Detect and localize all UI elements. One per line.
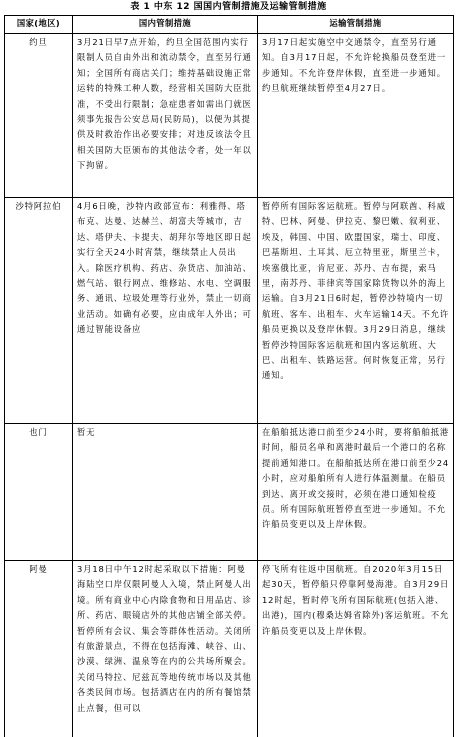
domestic-measures-cell: 3月18日中午12时起采取以下措施：阿曼海陆空口岸仅限阿曼人入境，禁止阿曼人出境。所有商业中心内除食物和日用品店、诊所、药店、眼镜店外的其他店铺全部关停。暂停所有会议、集会等群体性活动。关闭所有旅游景点，不得在包括海滩、峡谷、山、沙漠、绿洲、温泉等在内的公共场所聚会。关闭马特拉、尼兹瓦等地传统市场以及其他各类民间市场。包括酒店在内的所有餐馆禁止点餐，但可以 bbox=[73, 561, 258, 737]
header-domestic: 国内管制措施 bbox=[73, 16, 258, 34]
table-row bbox=[5, 561, 454, 737]
region-cell: 也门 bbox=[5, 424, 73, 561]
domestic-measures-cell: 3月21日早7点开始，约旦全国范围内实行限制人员自由外出和流动禁令，直至另行通知；全国所有商店关门；维持基础设施正常运转的特殊工种人数，经营相关国防大臣批准，不受出行限制；急症患者如需出门就医须事先报告公安总局(民防局)，以便为其提供及时救治作出必要安排；对违反该法令且相关国防大臣颁布的其他法令者，处一年以下拘留。 bbox=[73, 34, 258, 198]
transport-measures-cell: 3月17日起实施空中交通禁令，直至另行通知。自3月17日起，不允许轮换船员登至进一步通知。不允许登岸休假，直至进一步通知。约旦航班继续暂停至4月27日。 bbox=[258, 34, 454, 198]
domestic-measures-cell: 4月6日晚，沙特内政部宣布：利雅得、塔布克、达曼、达赫兰、胡富夫等城市，吉达、塔伊夫、卡提夫、胡拜尔等地区即日起实行全天24小时宵禁，继续禁止人员出入。除医疗机构、药店、杂货店、加油站、燃气站、银行网点、维修站、水电、空调服务、通讯、垃圾处理等行业外，禁止一切商业活动。如确有必要，应由成年人外出；可通过智能设备应 bbox=[73, 198, 258, 424]
table-caption: 表 1 中东 12 国国内管制措施及运输管制措施 bbox=[130, 2, 327, 12]
transport-measures-cell: 在船舶抵达港口前至少24小时，要将船舶抵港时间，船员名单和离港时最后一个港口的名称提前通知港口。在船舶抵达所在港口前至少24小时，应对船舶所有人进行体温测量。在船员到达、离开或交接时，必须在港口通知检疫员。所有国际航班暂停直至进一步通知。不允许船员变更以及上岸休假。 bbox=[258, 424, 454, 561]
region-cell: 沙特阿拉伯 bbox=[5, 198, 73, 424]
header-transport: 运输管制措施 bbox=[258, 16, 454, 34]
region-cell: 约旦 bbox=[5, 34, 73, 198]
transport-measures-cell: 暂停所有国际客运航班。暂停与阿联酋、科威特、巴林、阿曼、伊拉克、黎巴嫩、叙利亚、埃及，韩国、中国、欧盟国家，瑞士、印度、巴基斯坦、土耳其、厄立特里亚，斯里兰卡，埃塞俄比亚，肯尼亚、苏丹、吉布提，索马里，南苏丹、菲律宾等国家除货物以外的海上运输。自3月21日6时起，暂停沙特境内一切航班、客车、出租车、火车运输14天。不允许船员更换以及登岸休假。3月29日消息，继续暂停沙特国际客运航班和国内客运航班、大巴、出租车、铁路运营。何时恢复正常，另行通知。 bbox=[258, 198, 454, 424]
table-header-row bbox=[5, 16, 454, 34]
table-row bbox=[5, 198, 454, 424]
header-region: 国家(地区) bbox=[5, 16, 73, 34]
table-row bbox=[5, 424, 454, 561]
policy-table bbox=[4, 15, 454, 737]
table-row bbox=[5, 34, 454, 198]
domestic-measures-cell: 暂无 bbox=[73, 424, 258, 561]
region-cell: 阿曼 bbox=[5, 561, 73, 737]
transport-measures-cell: 停飞所有往返中国航班。自2020年3月15日起30天，暂停船只停靠阿曼海港。自3月29日12时起，暂时停飞所有国际航班(包括入港、出港)，国内(穆桑达姆省除外)客运航班。不允许船员变更以及上岸休假。 bbox=[258, 561, 454, 737]
